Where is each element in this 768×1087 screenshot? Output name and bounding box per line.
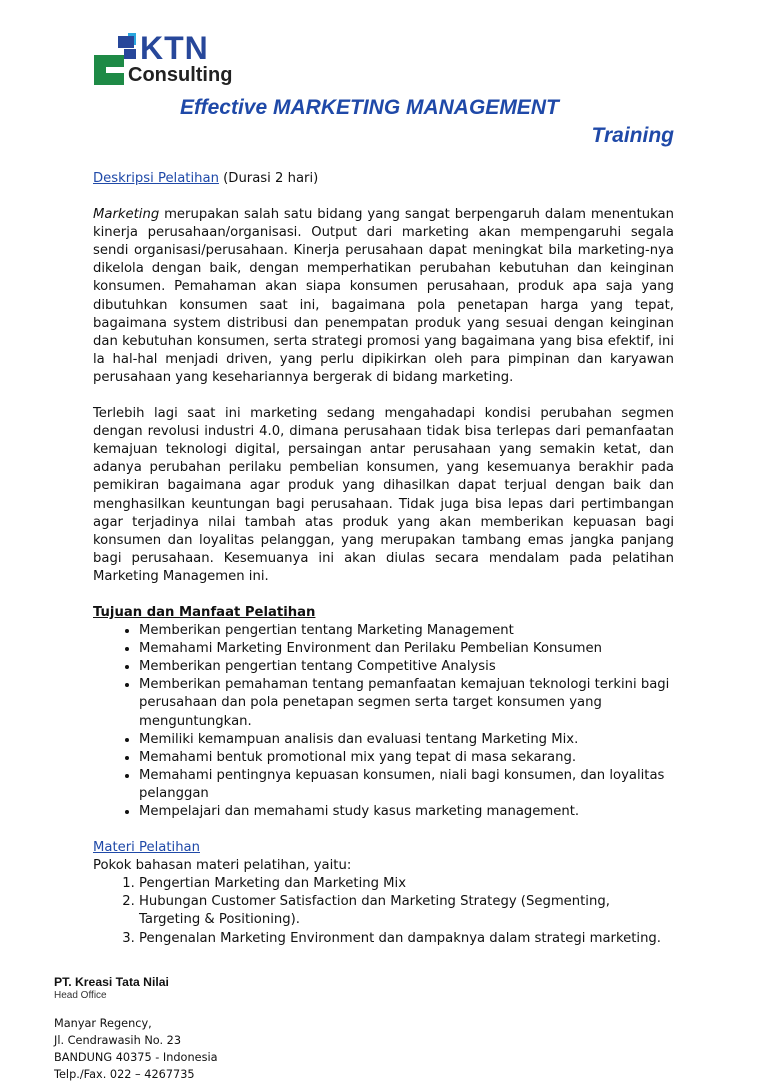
ktn-logo — [94, 30, 264, 88]
materi-intro: Pokok bahasan materi pelatihan, yaitu: — [93, 858, 352, 874]
tujuan-list — [93, 622, 674, 821]
list-item: 3. Pengenalan Marketing Environment dan dampaknya dalam strategi marketing. — [139, 930, 674, 948]
footer-address — [54, 975, 254, 1083]
document-title — [180, 94, 674, 150]
address-line-1: Manyar Regency, — [54, 1017, 152, 1030]
logo-brand: KTN — [140, 30, 209, 66]
document-body — [93, 170, 674, 948]
list-item: 2. Hubungan Customer Satisfaction dan Marketing Strategy (Segmenting, Targeting & Positioning). — [139, 893, 674, 929]
address-line-2: Jl. Cendrawasih No. 23 — [54, 1034, 182, 1047]
deskripsi-paragraph-1-text: merupakan salah satu bidang yang sangat berpengaruh dalam menentukan kinerja perusahaan/organisasi. Output dari marketing akan mempengaruhi segala sendi organisasi/perusahaan. Kinerja perusahaan dapat meningkat bila marketing-nya dikelola dengan baik, dengan memperhatikan perubahan kebutuhan dan keinginan konsumen. Pemahaman akan siapa konsumen perusahaan, produk apa saja yang dibutuhkan konsumen saat ini, bagaimana pola penetapan harga yang tepat, bagaimana system distribusi dan penempatan produk yang sesuai dengan keinginan dan kebutuhan konsumen, serta strategi promosi yang bagaimana yang bisa efektif, ini la hal-hal menjadi driven, yang perlu dipikirkan oleh para pimpinan dan karyawan perusahaan yang kesehariannya bergerak di bidang marketing. — [93, 207, 674, 385]
list-item: • Memiliki kemampuan analisis dan evaluasi tentang Marketing Mix. — [139, 731, 674, 749]
tujuan-heading-line — [93, 604, 674, 622]
deskripsi-heading: Deskripsi Pelatihan — [93, 171, 219, 186]
title-line-1: Effective MARKETING MANAGEMENT — [180, 96, 559, 119]
list-item: • Memahami Marketing Environment dan Perilaku Pembelian Konsumen — [139, 640, 674, 658]
phone-line: Telp./Fax. 022 – 4267735 — [54, 1068, 195, 1081]
list-item: 1. Pengertian Marketing dan Marketing Mix — [139, 875, 674, 893]
tujuan-heading: Tujuan dan Manfaat Pelatihan — [93, 604, 316, 620]
deskripsi-heading-line — [93, 170, 674, 188]
materi-heading-line — [93, 839, 674, 857]
title-line-2: Training — [591, 124, 674, 147]
address-line-3: BANDUNG 40375 - Indonesia — [54, 1051, 218, 1064]
list-item: • Memberikan pengertian tentang Competitive Analysis — [139, 658, 674, 676]
list-item: • Memahami bentuk promotional mix yang tepat di masa sekarang. — [139, 749, 674, 767]
list-item: • Mempelajari dan memahami study kasus marketing management. — [139, 803, 674, 821]
materi-heading: Materi Pelatihan — [93, 840, 200, 856]
list-item: • Memahami pentingnya kepuasan konsumen, niali bagi konsumen, dan loyalitas pelanggan — [139, 767, 674, 803]
duration-note: (Durasi 2 hari) — [223, 171, 319, 186]
marketing-term: Marketing — [93, 207, 160, 223]
deskripsi-paragraph-1 — [93, 206, 674, 387]
materi-list — [93, 875, 674, 947]
company-name: PT. Kreasi Tata Nilai — [54, 975, 169, 989]
office-label: Head Office — [54, 990, 107, 1001]
list-item: • Memberikan pemahaman tentang pemanfaatan kemajuan teknologi terkini bagi perusahaan dan pola penetapan segmen serta target konsumen yang menguntungkan. — [139, 676, 674, 730]
deskripsi-paragraph-2: Terlebih lagi saat ini marketing sedang mengahadapi kondisi perubahan segmen dengan revolusi industri 4.0, dimana perusahaan tidak bisa terlepas dari pemanfaatan kemajuan teknologi digital, persaingan antar perusahaan yang semakin ketat, dan adanya perubahan perilaku pembelian konsumen, yang kesemuanya berakhir pada pemikiran bagaimana agar produk yang dihasilkan dapat terjual dengan baik dan menghasilkan keuntungan bagi perusahaan. Tidak juga bisa lepas dari pertimbangan agar terjadinya nilai tambah atas produk yang akan memberikan kepuasan bagi konsumen dan loyalitas pelanggan, yang merupakan tambang emas jangka panjang bagi perusahaan. Kesemuanya ini akan diulas secara mendalam pada pelatihan Marketing Managemen ini. — [93, 406, 674, 584]
logo-subtitle: Consulting — [128, 64, 233, 86]
list-item: • Memberikan pengertian tentang Marketing Management — [139, 622, 674, 640]
